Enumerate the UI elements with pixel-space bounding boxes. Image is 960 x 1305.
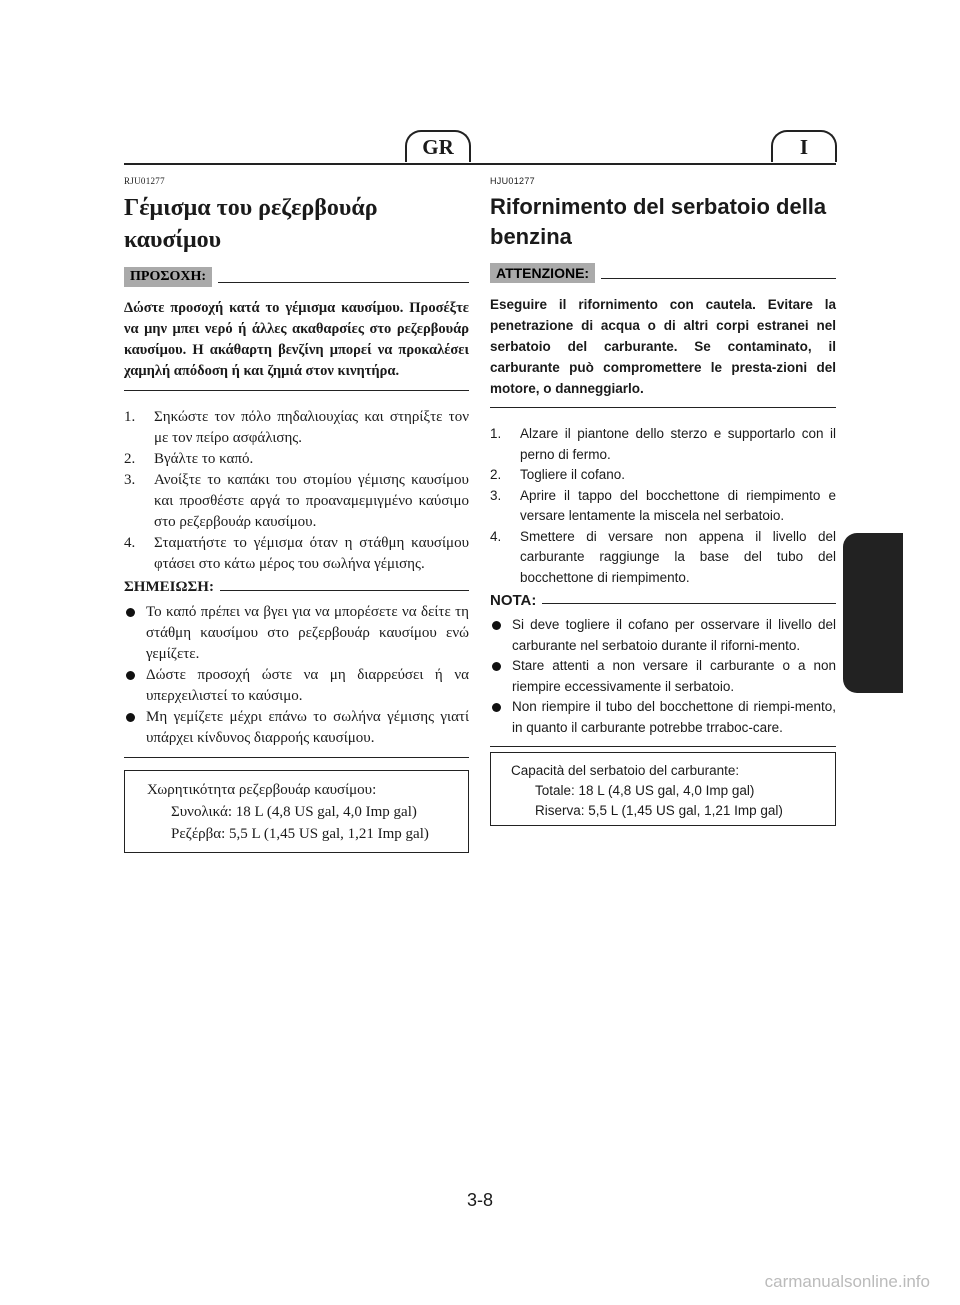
- notes-list: [124, 602, 469, 749]
- language-code-greek: GR: [422, 134, 454, 159]
- caution-badge: ATTENZIONE:: [490, 263, 595, 283]
- step-text: Σηκώστε τον πόλο πηδαλιουχίας και στηρίξτε τον με τον πείρο ασφάλισης.: [154, 409, 469, 446]
- note-header: [490, 592, 836, 609]
- note-text: Το καπό πρέπει να βγει για να μπορέσετε να δείτε τη στάθμη καυσίμου στο ρεζερβουάρ καυσίμου ενώ γεμίζετε.: [146, 604, 469, 662]
- steps-list: [490, 424, 836, 588]
- language-code-italian: I: [799, 134, 809, 159]
- italian-column: [490, 176, 836, 747]
- step-item: [124, 533, 469, 575]
- step-text: Alzare il piantone dello sterzo e supportarlo con il perno di fermo.: [520, 426, 836, 462]
- notes-bottom-rule: [124, 757, 469, 758]
- title-line-1: Rifornimento del serbatoio della: [490, 194, 827, 219]
- step-item: [490, 465, 836, 486]
- bullet-icon: [126, 713, 135, 722]
- capacity-box-greek: [124, 770, 469, 853]
- bullet-icon: [126, 608, 135, 617]
- step-text: Togliere il cofano.: [520, 467, 626, 482]
- bullet-icon: [492, 662, 501, 671]
- capacity-box-italian: [490, 752, 836, 826]
- step-number: 3.: [124, 472, 136, 488]
- language-tab-greek: [405, 130, 471, 162]
- step-number: 4.: [124, 535, 136, 551]
- header-divider: [124, 163, 836, 165]
- capacity-reserve: Ρεζέρβα: 5,5 L (1,45 US gal, 1,21 Imp gal): [171, 826, 429, 842]
- bullet-icon: [126, 671, 135, 680]
- capacity-total: Συνολικά: 18 L (4,8 US gal, 4,0 Imp gal): [171, 804, 417, 820]
- capacity-total: Totale: 18 L (4,8 US gal, 4,0 Imp gal): [535, 783, 755, 798]
- note-header: [124, 579, 469, 596]
- step-item: [124, 449, 469, 470]
- note-item: [490, 615, 836, 656]
- section-code: HJU01277: [490, 176, 535, 186]
- bullet-icon: [492, 621, 501, 630]
- title-line-2: benzina: [490, 224, 572, 249]
- note-item: [124, 707, 469, 749]
- note-rule: [542, 603, 836, 604]
- step-number: 2.: [490, 467, 502, 482]
- chapter-thumb-tab: [843, 533, 903, 693]
- caution-rule: [601, 278, 836, 279]
- step-text: Σταματήστε το γέμισμα όταν η στάθμη καυσίμου φτάσει στο κάτω μέρος του σωλήνα γέμισης.: [154, 535, 469, 572]
- note-label: ΣΗΜΕΙΩΣΗ:: [124, 579, 214, 595]
- greek-column: [124, 176, 469, 758]
- note-item: [490, 656, 836, 697]
- note-text: Δώστε προσοχή ώστε να μη διαρρεύσει ή να υπερχειλιστεί το καύσιμο.: [146, 667, 469, 704]
- note-item: [124, 665, 469, 707]
- step-item: [124, 407, 469, 449]
- capacity-title: Χωρητικότητα ρεζερβουάρ καυσίμου:: [147, 782, 377, 798]
- language-tab-italian: [771, 130, 837, 162]
- caution-bottom-rule: [124, 390, 469, 391]
- step-number: 4.: [490, 528, 502, 544]
- note-rule: [220, 590, 469, 591]
- step-number: 2.: [124, 451, 136, 467]
- step-item: [490, 486, 836, 527]
- title-line-1: Γέμισμα του ρεζερβουάρ: [124, 195, 378, 221]
- notes-list: [490, 615, 836, 738]
- step-text: Smettere di versare non appena il livello del carburante raggiunge la base del tubo del bocchettone di riempimento.: [520, 528, 836, 585]
- note-text: Μη γεμίζετε μέχρι επάνω το σωλήνα γέμισης γιατί υπάρχει κίνδυνος διαρροής καυσίμου.: [146, 709, 469, 746]
- caution-header: [124, 266, 469, 288]
- step-item: [490, 424, 836, 465]
- capacity-reserve: Riserva: 5,5 L (1,45 US gal, 1,21 Imp gal): [535, 803, 783, 818]
- caution-badge: ΠΡΟΣΟΧΗ:: [124, 267, 212, 287]
- note-label: NOTA:: [490, 592, 537, 609]
- watermark: carmanualsonline.info: [764, 1272, 930, 1291]
- bullet-icon: [492, 703, 501, 712]
- notes-bottom-rule: [490, 746, 836, 747]
- caution-header: [490, 262, 836, 284]
- step-item: [124, 470, 469, 533]
- note-text: Non riempire il tubo del bocchettone di riempi-mento, in quanto il carburante potrebbe trraboc-care.: [512, 699, 836, 735]
- title-line-2: καυσίμου: [124, 227, 222, 253]
- caution-rule: [218, 282, 469, 283]
- steps-list: [124, 407, 469, 575]
- step-text: Aprire il tappo del bocchettone di riempimento e versare lentamente la miscela nel serbatoio.: [520, 487, 836, 523]
- note-item: [124, 602, 469, 665]
- note-text: Si deve togliere il cofano per osservare il livello del carburante nel serbatoio durante il riforni-mento.: [512, 617, 836, 653]
- section-title: [490, 192, 836, 252]
- note-item: [490, 697, 836, 738]
- page-number: 3-8: [466, 1190, 493, 1210]
- step-item: [490, 527, 836, 589]
- caution-text: Eseguire il rifornimento con cautela. Evitare la penetrazione di acqua o di altri corpi estranei nel serbatoio del carburante. Se contaminato, il carburante può compromettere le presta-zioni del motore, o danneggiarlo.: [490, 297, 836, 396]
- section-title: [124, 192, 469, 256]
- section-code: RJU01277: [124, 176, 165, 186]
- caution-text: Δώστε προσοχή κατά το γέμισμα καυσίμου. Προσέξτε να μην μπει νερό ή άλλες ακαθαρσίες στο ρεζερβουάρ καυσίμου. Η ακάθαρτη βενζίνη μπορεί να προκαλέσει χαμηλή απόδοση ή και ζημιά στον κινητήρα.: [124, 300, 469, 379]
- step-text: Ανοίξτε το καπάκι του στομίου γέμισης καυσίμου και προσθέστε αργά το προαναμεμιγμένο καύσιμο στο ρεζερβουάρ καυσίμου.: [154, 472, 469, 530]
- caution-bottom-rule: [490, 407, 836, 408]
- capacity-title: Capacità del serbatoio del carburante:: [511, 763, 740, 778]
- note-text: Stare attenti a non versare il carburante o a non riempire eccessivamente il serbatoio.: [512, 658, 836, 694]
- step-number: 3.: [490, 487, 502, 503]
- step-number: 1.: [490, 426, 502, 441]
- step-number: 1.: [124, 409, 136, 425]
- step-text: Βγάλτε το καπό.: [154, 451, 254, 467]
